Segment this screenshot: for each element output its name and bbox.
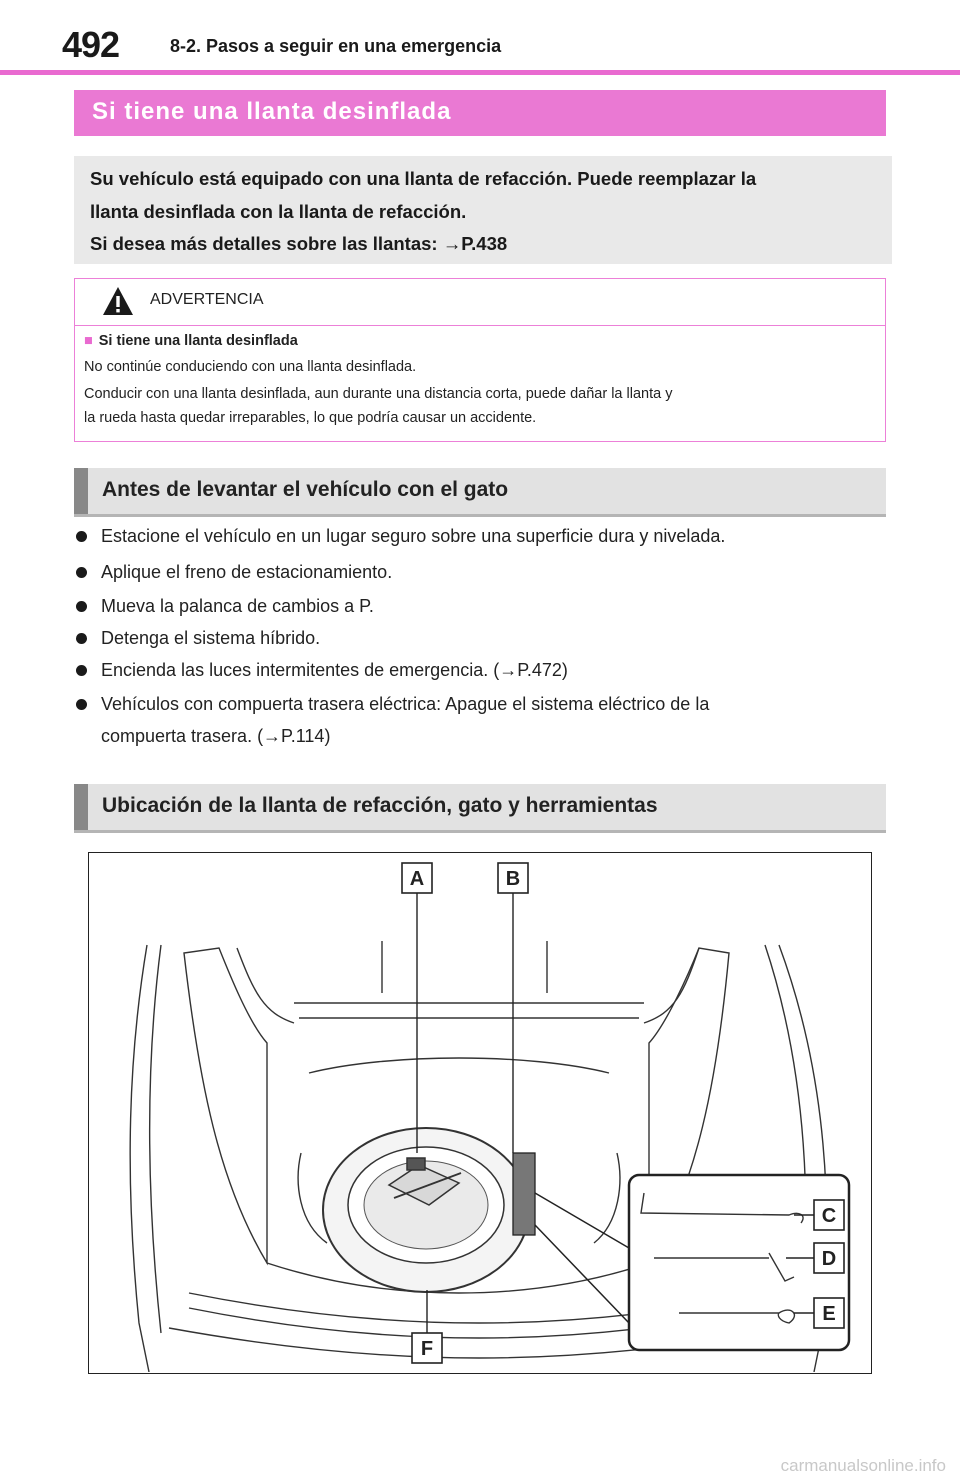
tools-inset: [535, 1175, 849, 1350]
bullet-dot-icon: [76, 601, 87, 612]
warning-text-1: No continúe conduciendo con una llanta desinflada.: [84, 359, 417, 375]
spare-tire: [323, 1128, 529, 1292]
intro-line-3[interactable]: Si desea más detalles sobre las llantas: →P.438: [90, 233, 508, 254]
warning-box: [74, 278, 886, 442]
square-bullet-icon: ■: [84, 333, 93, 349]
jack-head: [407, 1158, 425, 1170]
callout-f: F: [420, 1338, 434, 1360]
callout-a: A: [409, 868, 425, 890]
section-title-bar: [74, 90, 886, 136]
trunk-drawing: [89, 853, 870, 1372]
header-rule: [0, 70, 960, 75]
spare-well-left: [298, 1153, 327, 1243]
bullet-dot-icon: [76, 531, 87, 542]
page-header: [0, 0, 960, 78]
left-body-outline: [130, 945, 149, 1372]
warning-triangle-icon: [101, 285, 135, 317]
section-title: Si tiene una llanta desinflada: [92, 98, 452, 125]
watermark: carmanualsonline.info: [780, 1456, 946, 1475]
warning-title: ADVERTENCIA: [150, 291, 264, 308]
location-heading: Ubicación de la llanta de refacción, gato y herramientas: [102, 794, 658, 817]
heading-accent: [74, 468, 88, 514]
intro-line-2: llanta desinflada con la llanta de refacción.: [90, 201, 467, 222]
chapter-title: 8-2. Pasos a seguir en una emergencia: [170, 36, 502, 56]
bullet-dot-icon: [76, 699, 87, 710]
callout-b: B: [505, 868, 521, 890]
intro-line-1: Su vehículo está equipado con una llanta de refacción. Puede reemplazar la: [90, 168, 757, 189]
spare-well-top: [309, 1058, 609, 1073]
before-lifting-heading-bar: [74, 468, 886, 517]
callout-d: D: [821, 1248, 837, 1270]
bullet-dot-icon: [76, 665, 87, 676]
warning-subheading-text: Si tiene una llanta desinflada: [98, 333, 298, 349]
warning-text-2b: la rueda hasta quedar irreparables, lo que podría causar un accidente.: [84, 410, 537, 426]
bullet-dot-icon: [76, 633, 87, 644]
heading-accent: [74, 784, 88, 830]
left-seatback: [237, 948, 294, 1023]
callout-c: C: [821, 1205, 837, 1227]
location-heading-bar: [74, 784, 886, 833]
callout-e: E: [822, 1303, 836, 1325]
left-body-inner: [150, 945, 161, 1333]
bullet-dot-icon: [76, 567, 87, 578]
page-number: 492: [62, 24, 120, 65]
warning-text-2a: Conducir con una llanta desinflada, aun durante una distancia corta, puede dañar la llanta y: [84, 386, 673, 402]
trunk-illustration: [88, 852, 872, 1374]
tool-bag: [513, 1153, 535, 1235]
right-seatback: [644, 948, 699, 1023]
before-lifting-heading: Antes de levantar el vehículo con el gato: [102, 478, 509, 501]
left-trunk-wall: [184, 948, 267, 1263]
warning-header: [75, 279, 885, 326]
intro-box: [74, 156, 892, 264]
warning-subheading: [84, 333, 298, 349]
